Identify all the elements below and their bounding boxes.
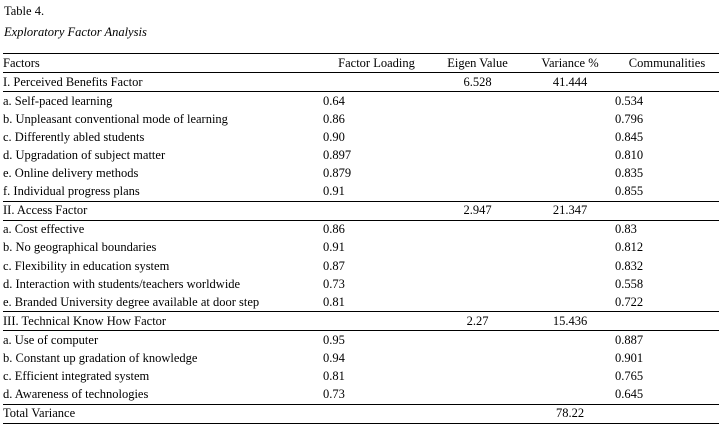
eigen-cell [430, 350, 525, 368]
factor-loading: 0.81 [323, 293, 430, 312]
total-communality-cell [615, 404, 719, 423]
factor-loading: 0.94 [323, 351, 345, 366]
communality: 0.845 [615, 129, 644, 144]
variance-cell [525, 165, 615, 183]
eigen-cell [430, 331, 525, 350]
eigen-cell [430, 275, 525, 293]
total-loading-cell [323, 404, 430, 423]
table-row [3, 293, 719, 312]
communality: 0.765 [615, 369, 644, 384]
factor-loading-cell [323, 73, 430, 92]
table-row [3, 386, 719, 405]
table-title: Exploratory Factor Analysis [4, 25, 147, 39]
header-communalities: Communalities [615, 54, 719, 73]
variance-percent: 41.444 [525, 73, 615, 92]
item-label: d. Awareness of technologies [3, 386, 323, 405]
communality: 0.887 [615, 332, 644, 347]
table-row [3, 146, 719, 164]
item-label: b. Constant up gradation of knowledge [3, 351, 198, 366]
communality: 0.901 [615, 351, 644, 366]
communality-cell [615, 201, 719, 220]
communality-cell [615, 312, 719, 331]
communality: 0.645 [615, 386, 719, 405]
eigen-cell [430, 110, 525, 128]
eigen-value: 6.528 [430, 73, 525, 92]
table-row [3, 165, 719, 183]
factor-loading: 0.64 [323, 93, 345, 108]
factor-name: III. Technical Know How Factor [3, 312, 323, 331]
factor-row [3, 73, 719, 92]
communality: 0.558 [615, 276, 644, 291]
item-label: d. Upgradation of subject matter [3, 148, 166, 163]
table-row [3, 128, 719, 146]
variance-cell [525, 350, 615, 368]
item-label: b. Unpleasant conventional mode of learning [3, 111, 228, 126]
table-row [3, 257, 719, 275]
eigen-cell [430, 368, 525, 386]
eigen-cell [430, 239, 525, 257]
table-row [3, 275, 719, 293]
factor-loading: 0.73 [323, 276, 345, 291]
variance-cell [525, 110, 615, 128]
eigen-cell [430, 165, 525, 183]
table-row [3, 220, 719, 239]
table-row [3, 92, 719, 111]
header-row [3, 54, 719, 73]
table-row [3, 239, 719, 257]
factor-loading: 0.81 [323, 369, 345, 384]
communality: 0.832 [615, 258, 644, 273]
communality: 0.722 [615, 293, 719, 312]
eigen-cell [430, 257, 525, 275]
eigen-cell [430, 183, 525, 202]
variance-percent: 15.436 [525, 312, 615, 331]
factor-loading: 0.87 [323, 258, 345, 273]
factor-name: I. Perceived Benefits Factor [3, 73, 323, 92]
total-eigen-cell [430, 404, 525, 423]
table-row [3, 331, 719, 350]
variance-cell [525, 293, 615, 312]
table-row [3, 368, 719, 386]
total-variance: 78.22 [525, 404, 615, 423]
factor-loading: 0.73 [323, 386, 430, 405]
factor-loading: 0.90 [323, 129, 345, 144]
item-label: e. Online delivery methods [3, 166, 139, 181]
item-label: f. Individual progress plans [3, 183, 323, 202]
eigen-cell [430, 293, 525, 312]
table-header [3, 54, 719, 73]
variance-cell [525, 128, 615, 146]
factor-row [3, 201, 719, 220]
communality: 0.534 [615, 93, 644, 108]
item-label: a. Self-paced learning [3, 93, 113, 108]
table-row [3, 110, 719, 128]
eigen-cell [430, 128, 525, 146]
variance-percent: 21.347 [525, 201, 615, 220]
table-row [3, 350, 719, 368]
table-number: Table 4. [4, 4, 45, 18]
header-eigen-value: Eigen Value [430, 54, 525, 73]
factor-analysis-table [3, 53, 719, 424]
factor-loading: 0.897 [323, 148, 352, 163]
table-row [3, 183, 719, 202]
factor-loading: 0.86 [323, 111, 345, 126]
item-label: c. Differently abled students [3, 129, 145, 144]
variance-cell [525, 257, 615, 275]
variance-cell [525, 386, 615, 405]
communality: 0.83 [615, 222, 637, 237]
item-label: c. Efficient integrated system [3, 369, 150, 384]
variance-cell [525, 331, 615, 350]
eigen-cell [430, 92, 525, 111]
item-label: a. Cost effective [3, 222, 85, 237]
communality: 0.810 [615, 148, 644, 163]
factor-loading: 0.91 [323, 183, 430, 202]
eigen-value: 2.27 [430, 312, 525, 331]
factor-loading-cell [323, 201, 430, 220]
item-label: e. Branded University degree available at door step [3, 293, 323, 312]
communality-cell [615, 73, 719, 92]
variance-cell [525, 146, 615, 164]
factor-name: II. Access Factor [3, 201, 323, 220]
communality: 0.835 [615, 166, 644, 181]
item-label: d. Interaction with students/teachers worldwide [3, 276, 241, 291]
header-factor-loading: Factor Loading [323, 54, 430, 73]
eigen-cell [430, 386, 525, 405]
eigen-cell [430, 146, 525, 164]
header-factors: Factors [3, 54, 323, 73]
variance-cell [525, 368, 615, 386]
variance-cell [525, 92, 615, 111]
factor-loading: 0.879 [323, 166, 352, 181]
header-variance: Variance % [525, 54, 615, 73]
factor-loading: 0.95 [323, 332, 345, 347]
item-label: c. Flexibility in education system [3, 258, 170, 273]
total-row [3, 404, 719, 423]
variance-cell [525, 220, 615, 239]
total-label: Total Variance [3, 404, 323, 423]
communality: 0.812 [615, 240, 644, 255]
variance-cell [525, 275, 615, 293]
communality: 0.796 [615, 111, 644, 126]
factor-row [3, 312, 719, 331]
item-label: a. Use of computer [3, 332, 99, 347]
eigen-cell [430, 220, 525, 239]
eigen-value: 2.947 [430, 201, 525, 220]
variance-cell [525, 183, 615, 202]
factor-loading-cell [323, 312, 430, 331]
communality: 0.855 [615, 183, 719, 202]
item-label: b. No geographical boundaries [3, 240, 157, 255]
factor-loading: 0.86 [323, 222, 345, 237]
variance-cell [525, 239, 615, 257]
table-caption [4, 2, 147, 41]
table-body [3, 73, 719, 424]
factor-loading: 0.91 [323, 240, 345, 255]
